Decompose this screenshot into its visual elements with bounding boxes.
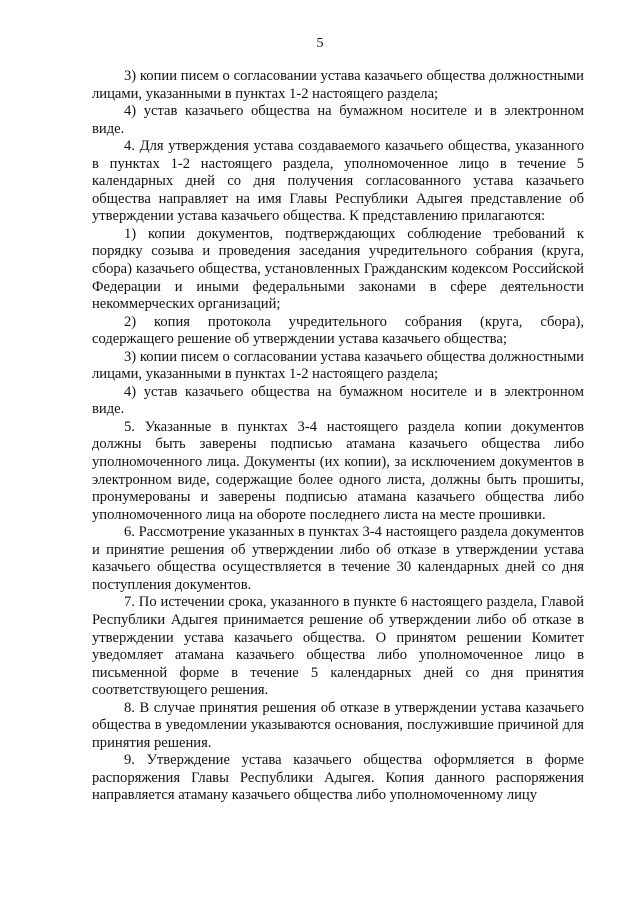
- paragraph-3-letters-first: 3) копии писем о согласовании устава казачьего общества должностными лицами, указанными в пунктах 1-2 настоящего раздела;: [92, 68, 584, 102]
- document-body: [92, 68, 584, 805]
- paragraph-item-6-review: 6. Рассмотрение указанных в пунктах 3-4 настоящего раздела документов и принятие решения об утверждении либо об отказе в утверждении устава казачьего общества осуществляется в течение 30 календарных дней со дня поступления документов.: [92, 524, 584, 593]
- paragraph-item-7-decision: 7. По истечении срока, указанного в пункте 6 настоящего раздела, Главой Республики Адыгея принимается решение об утверждении либо об отказе в утверждении устава казачьего общества. О принятом решении Комитет уведомляет атамана казачьего общества либо уполномоченное лицо в письменной форме в течение 5 календарных дней со дня принятия соответствующего решения.: [92, 594, 584, 699]
- paragraph-2-protocol-copy: 2) копия протокола учредительного собрания (круга, сбора), содержащего решение об утверждении устава казачьего общества;: [92, 313, 584, 348]
- paragraph-item-8-refusal: 8. В случае принятия решения об отказе в утверждении устава казачьего общества в уведомлении указываются основания, послужившие причиной для принятия решения.: [92, 699, 584, 751]
- page-number: 5: [316, 36, 324, 51]
- paragraph-4-charter-first: 4) устав казачьего общества на бумажном носителе и в электронном виде.: [92, 103, 584, 137]
- paragraph-1-document-copies: 1) копии документов, подтверждающих соблюдение требований к порядку созыва и проведения заседания учредительного собрания (круга, сбора) казачьего общества, установленных Гражданским кодексом Российской Федерации и иными федеральными законами в сфере деятельности некоммерческих организаций;: [92, 225, 584, 313]
- paragraph-item-9-order: 9. Утверждение устава казачьего общества оформляется в форме распоряжения Главы Республики Адыгея. Копия данного распоряжения направляется атаману казачьего общества либо уполномоченному лицу: [92, 752, 584, 804]
- paragraph-4-charter-second: 4) устав казачьего общества на бумажном носителе и в электронном виде.: [92, 383, 584, 418]
- paragraph-item-4-approval: 4. Для утверждения устава создаваемого казачьего общества, указанного в пунктах 1-2 настоящего раздела, уполномоченное лицо в течение 5 календарных дней со дня получения согласованного устава казачьего общества направляет на имя Главы Республики Адыгея представление об утверждении устава казачьего общества. К представлению прилагаются:: [92, 138, 584, 225]
- paragraph-3-letters-second: 3) копии писем о согласовании устава казачьего общества должностными лицами, указанными в пунктах 1-2 настоящего раздела;: [92, 348, 584, 383]
- paragraph-item-5-certification: 5. Указанные в пунктах 3-4 настоящего раздела копии документов должны быть заверены подписью атамана казачьего общества либо уполномоченного лица. Документы (их копии), за исключением документов в электронном виде, содержащие более одного листа, должны быть прошиты, пронумерованы и заверены подписью атамана казачьего общества либо уполномоченного лица на обороте последнего листа на месте прошивки.: [92, 418, 584, 523]
